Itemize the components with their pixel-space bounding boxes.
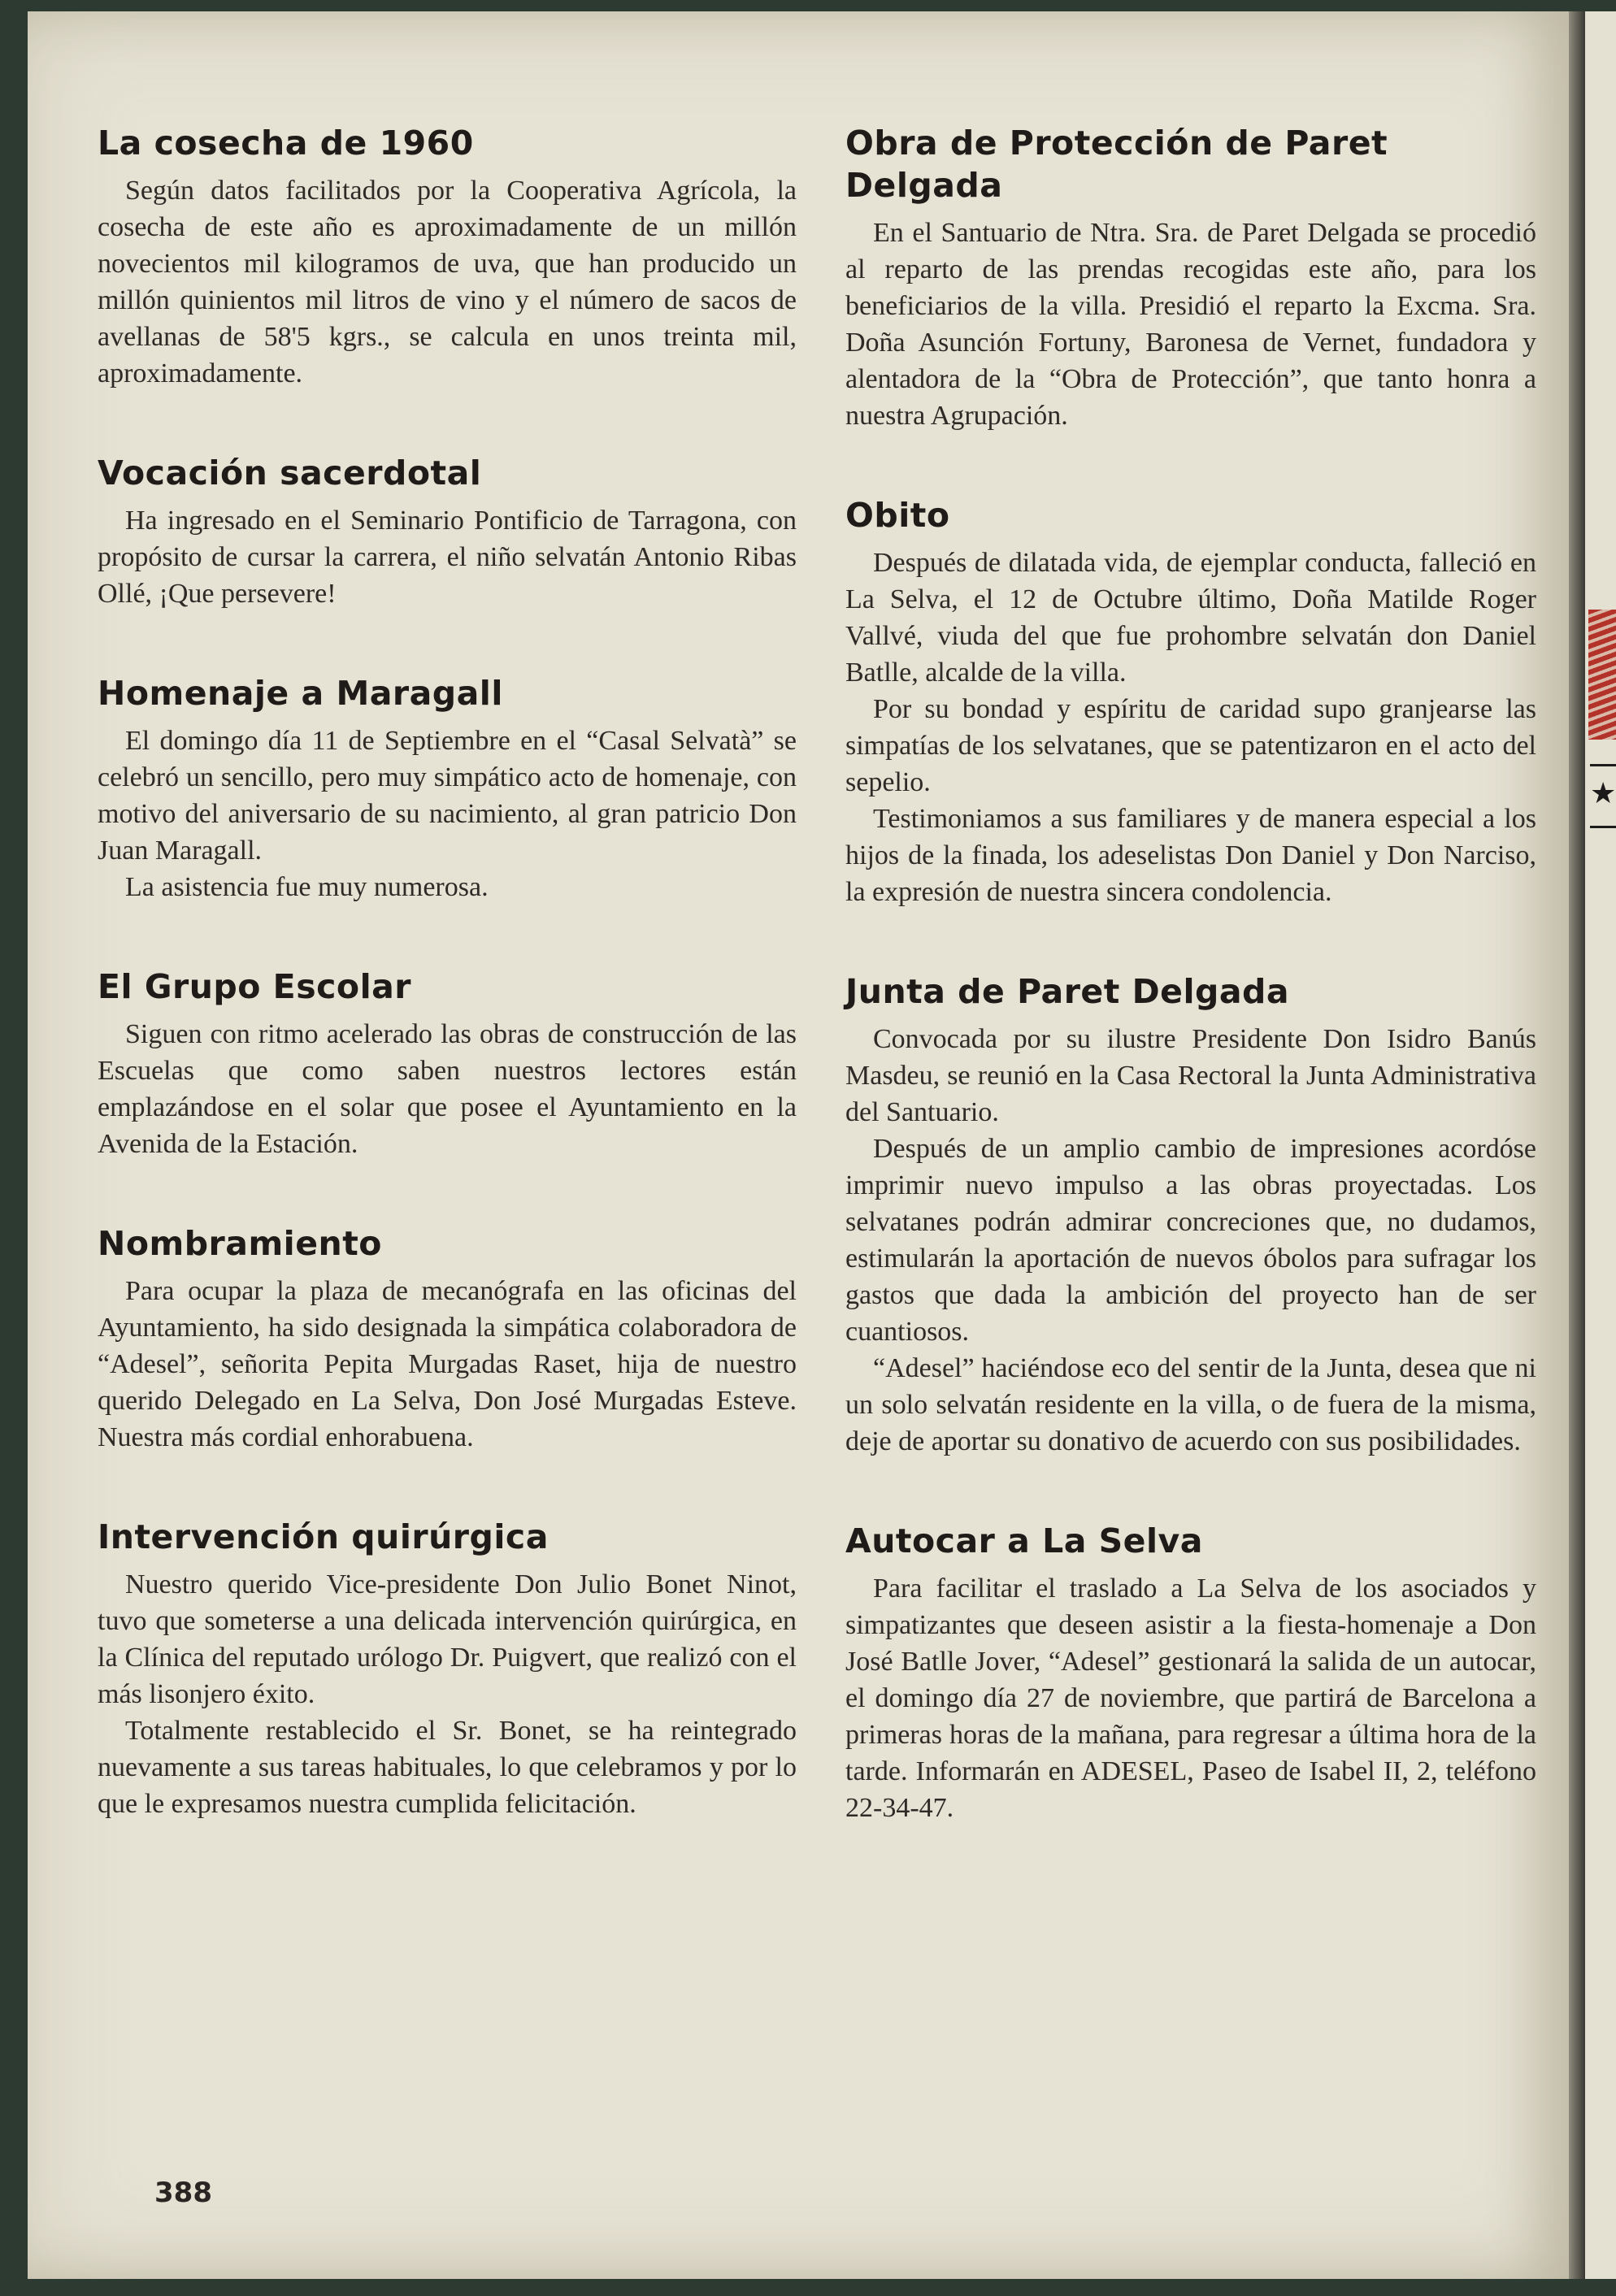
article-paragraph: Para facilitar el traslado a La Selva de los asociados y simpatizantes que deseen asistir a la fiesta-homenaje a Don José Batlle Jover, “Adesel” gestionará la salida de un autocar, el domingo día 27 de noviembre, que partirá de Barcelona a primeras horas de la mañana, para regresar a última hora de la tarde. Informarán en ADESEL, Paseo de Isabel II, 2, teléfono 22-34-47.	[845, 1573, 1536, 1823]
article-title: Homenaje a Maragall	[98, 674, 503, 713]
article-paragraph: Después de dilatada vida, de ejemplar conducta, falleció en La Selva, el 12 de Octubre último, Doña Matilde Roger Vallvé, viuda del que fue prohombre selvatán don Daniel Batlle, alcalde de la villa.	[845, 548, 1536, 688]
page-gutter	[1569, 11, 1585, 2279]
article-title: Nombramiento	[98, 1224, 382, 1263]
article-obra-de-proteccion-de-paret-delgada	[845, 122, 1536, 434]
article-paragraph: Siguen con ritmo acelerado las obras de construcción de las Escuelas que como saben nuestros lectores están emplazándose en el solar que posee el Ayuntamiento en la Avenida de la Estación.	[98, 1019, 797, 1159]
article-title: Obra de Protección de Paret Delgada	[845, 124, 1388, 205]
article-title: Vocación sacerdotal	[98, 454, 482, 493]
article-title: Intervención quirúrgica	[98, 1517, 549, 1556]
article-paragraph: Para ocupar la plaza de mecanógrafa en las oficinas del Ayuntamiento, ha sido designada la simpática colaboradora de “Adesel”, señorita Pepita Murgadas Raset, hija de nuestro querido Delegado en La Selva, Don José Murgadas Esteve. Nuestra más cordial enhorabuena.	[98, 1276, 797, 1452]
article-title: La cosecha de 1960	[98, 124, 474, 163]
article-paragraph: “Adesel” haciéndose eco del sentir de la Junta, desea que ni un solo selvatán residente en la villa, o de fuera de la misma, deje de aportar su donativo de acuerdo con sus posibilidades.	[845, 1353, 1536, 1456]
adjacent-page-rule	[1590, 826, 1616, 828]
star-icon: ★	[1590, 777, 1616, 810]
article-paragraph: Por su bondad y espíritu de caridad supo granjearse las simpatías de los selvatanes, que se patentizaron en el acto del sepelio.	[845, 694, 1536, 797]
article-obito	[845, 494, 1536, 910]
article-title: Junta de Paret Delgada	[845, 972, 1290, 1011]
article-paragraph: Según datos facilitados por la Cooperativa Agrícola, la cosecha de este año es aproximadamente de un millón novecientos mil kilogramos de uva, que han producido un millón quinientos mil litros de vino y el número de sacos de avellanas de 58'5 kgrs., se calcula en unos treinta mil, aproximadamente.	[98, 176, 797, 388]
article-title: Obito	[845, 496, 950, 535]
article-paragraph: Testimoniamos a sus familiares y de manera especial a los hijos de la finada, los adeselistas Don Daniel y Don Narciso, la expresión de nuestra sincera condolencia.	[845, 804, 1536, 907]
article-el-grupo-escolar	[98, 966, 797, 1162]
article-nombramiento	[98, 1222, 797, 1456]
adjacent-page-rule	[1590, 764, 1616, 766]
article-paragraph: El domingo día 11 de Septiembre en el “Casal Selvatà” se celebró un sencillo, pero muy simpático acto de homenaje, con motivo del aniversario de su nacimiento, al gran patricio Don Juan Maragall.	[98, 726, 797, 866]
article-paragraph: Convocada por su ilustre Presidente Don Isidro Banús Masdeu, se reunió en la Casa Rectoral la Junta Administrativa del Santuario.	[845, 1024, 1536, 1127]
article-junta-de-paret-delgada	[845, 970, 1536, 1460]
adjacent-page-red-illustration	[1588, 610, 1616, 740]
article-intervencion-quirurgica	[98, 1516, 797, 1822]
article-paragraph: En el Santuario de Ntra. Sra. de Paret Delgada se procedió al reparto de las prendas recogidas este año, para los beneficiarios de la villa. Presidió el reparto la Excma. Sra. Doña Asunción Fortuny, Baronesa de Vernet, fundadora y alentadora de la “Obra de Protección”, que tanto honra a nuestra Agrupación.	[845, 218, 1536, 431]
article-autocar-a-la-selva	[845, 1520, 1536, 1826]
left-column	[98, 122, 797, 1882]
page-number: 388	[154, 2177, 212, 2209]
article-paragraph: Ha ingresado en el Seminario Pontificio de Tarragona, con propósito de cursar la carrera, el niño selvatán Antonio Ribas Ollé, ¡Que persevere!	[98, 506, 797, 609]
adjacent-page-edge	[1585, 11, 1616, 2279]
article-la-cosecha-de-1960	[98, 122, 797, 392]
article-homenaje-a-maragall	[98, 672, 797, 905]
article-vocacion-sacerdotal	[98, 452, 797, 612]
article-paragraph: Nuestro querido Vice-presidente Don Julio Bonet Ninot, tuvo que someterse a una delicada intervención quirúrgica, en la Clínica del reputado urólogo Dr. Puigvert, que realizó con el más lisonjero éxito.	[98, 1569, 797, 1709]
article-paragraph: Totalmente restablecido el Sr. Bonet, se ha reintegrado nuevamente a sus tareas habituales, lo que celebramos y por lo que le expresamos nuestra cumplida felicitación.	[98, 1716, 797, 1819]
article-title: Autocar a La Selva	[845, 1521, 1203, 1560]
article-title: El Grupo Escolar	[98, 967, 412, 1006]
right-column	[845, 122, 1536, 1886]
article-paragraph: Después de un amplio cambio de impresiones acordóse imprimir nuevo impulso a las obras proyectadas. Los selvatanes podrán admirar concreciones que, no dudamos, estimularán la aportación de nuevos óbolos para sufragar los gastos que dada la ambición del proyecto han de ser cuantiosos.	[845, 1134, 1536, 1347]
article-paragraph: La asistencia fue muy numerosa.	[125, 872, 489, 902]
